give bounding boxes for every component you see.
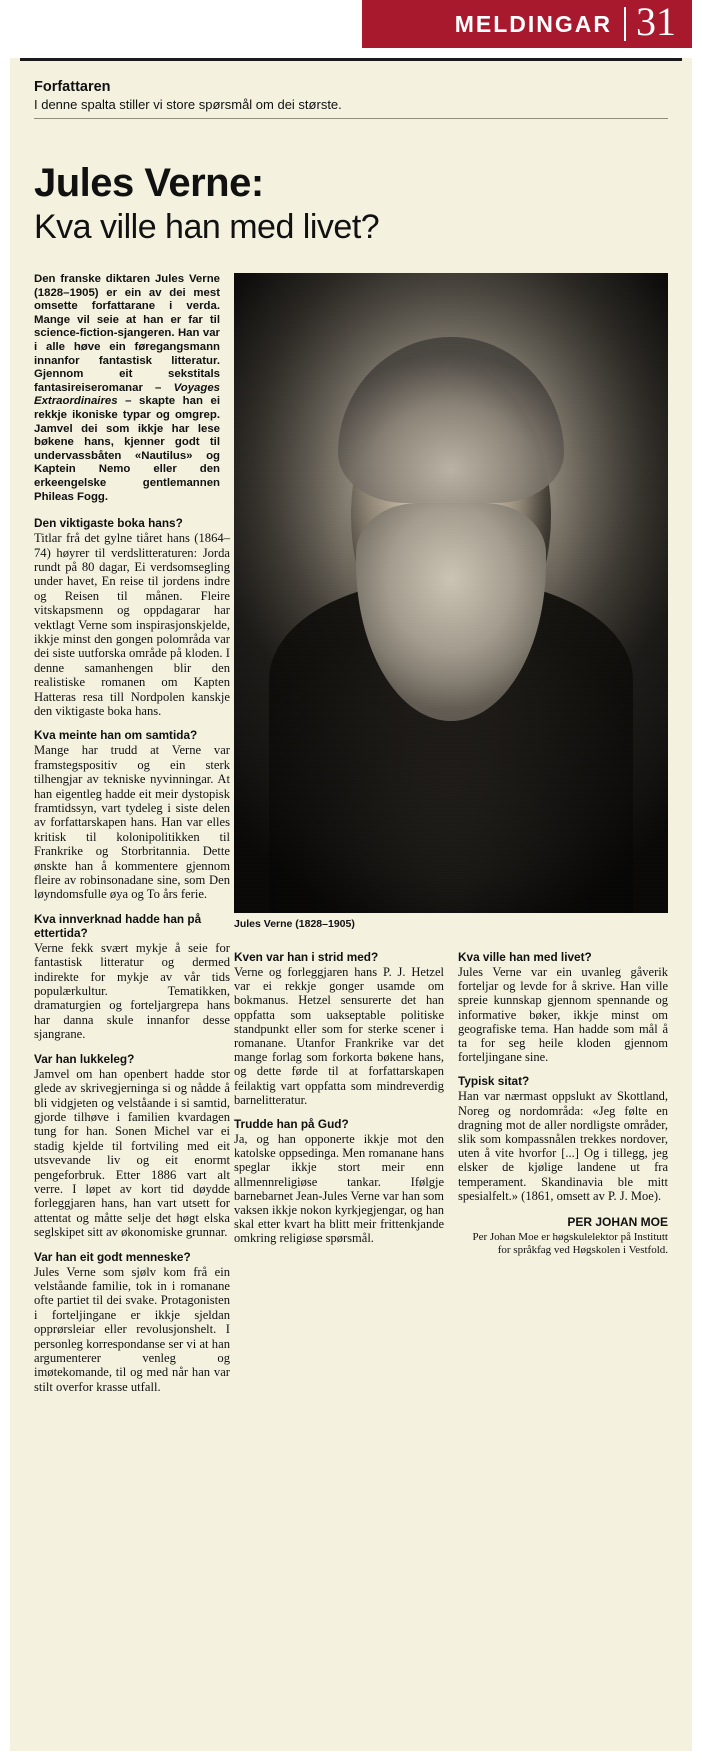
column-3 [458,940,668,1257]
section-heading-1: Kva meinte han om samtida? [34,728,198,743]
lead-part-2: – skapte han ei rekkje ikoniske typar og omgrep. Jamvel dei som ikkje har lese bøkene hans, kjenner godt til undervassbåten «Nautilus» og Kaptein Nemo eller den erkeengelske gentlemannen Phileas Fogg. [34,395,220,503]
left-column [34,273,230,1394]
section-heading-5: Kven var han i strid med? [234,950,379,964]
photo-caption: Jules Verne (1828–1905) [234,918,355,930]
headline-line-2: Kva ville han med livet? [34,208,380,246]
section-body-4: Jules Verne som sjølv kom frå ein velståande familie, tok in i romanane ofte partiet til dei svake. Protagonisten i forteljingane er ikkje sjeldan opprørsleiar eller revolusjonshelt. I personleg korrespondanse ser vi at han argumenterer venleg og imøtekomande, til og med når han var stilt overfor krasse utfall. [34,1264,230,1394]
lead-and-photo-row [34,273,668,1394]
byline-name: PER JOHAN MOE [567,1215,668,1230]
section-body-7: Jules Verne var ein uvanleg gåverik forteljar og levde for å skrive. Han ville spreie kunnskap gjennom spennande og informative bøker, ikkje minst om geografiske tema. Han hadde som mål å ta for seg heile kloden gjennom forteljingane sine. [458,965,668,1065]
section-body-3: Jamvel om han openbert hadde stor glede av skrivegjerninga si og nådde å bli vidgjeten og velståande i si samtid, gjorde tilhøve i familien kvardagen tung for han. Sonen Michel var ei stadig kjelde til fortviling med eit utsvevande liv og eit enormt pengeforbruk. Etter 1886 vart alt verre. I løpet av kort tid døydde forleggjaren hans, han vart utsett for attentat og måtte selje det høgt elska seglskipet sitt av økonomiske grunnar. [34,1066,230,1240]
masthead-divider [624,7,626,41]
section-title: MELDINGAR [454,10,612,37]
photo-grain [234,273,668,913]
portrait-photo [234,273,668,913]
kicker-subtitle: I denne spalta stiller vi store spørsmål om dei største. [34,97,342,112]
lead-italic-title: Voyages Extraordinaires [34,381,220,408]
section-body-1: Mange har trudd at Verne var framstegspositiv og ein sterk tilhengjar av tekniske nyvinningar. At han eigentleg hadde eit meir dystopisk framtidssyn, vart tydeleg i siste delen av forfattarskapen hans. Han var elles kritisk til kolonipolitikken til Frankrike og Storbritannia. Dette ønskte han å kommentere gjennom fleire av robinsonadane sine, som Den løyndomsfulle øya og To års ferie. [34,743,230,902]
section-body-2: Verne fekk svært mykje å seie for fantastisk litteratur og dermed indirekte for mykje av vår tids populærkultur. Tematikken, dramaturgien og forteljargrepa hans har danna skule innanfor desse sjangrane. [34,940,230,1042]
section-heading-6: Trudde han på Gud? [234,1117,349,1132]
kicker-title: Forfattaren [34,79,111,95]
section-heading-2: Kva innverknad hadde han på ettertida? [34,911,202,940]
byline-note: Per Johan Moe er høgskulelektor på Institutt for språkfag ved Høgskolen i Vestfold. [472,1231,668,1257]
left-column-sections [34,516,230,1394]
masthead-bar [362,0,692,48]
article-body [20,61,682,1751]
section-body-6: Ja, og han opponerte ikkje mot den katolske oppsedinga. Men romanane hans speglar ikkje stort meir enn allmennreligiøse tankar. Ifølgje barnebarnet Jean-Jules Verne var han som vaksen ikkje nokon kyrkjegjengar, og han skal etter kvart ha blitt meir frittenkjande omkring religiøse spørsmål. [234,1132,444,1246]
section-heading-7: Kva ville han med livet? [458,950,592,964]
page-number: 31 [636,0,676,44]
section-body-0: Titlar frå det gylne tiåret hans (1864–74) høyrer til verdslitteraturen: Jorda rundt på 80 dagar, Ei verdsomsegling under havet, En reise til jordens indre og Reisen til månen. Fleire vitskapsmenn og oppdagarar har vektlagt Verne som inspirasjonskjelde, ikkje minst den gongen polområda var dei siste uutforska område på kloden. I denne samanhengen blir den realistiske romanen om Kapten Hatteras resa till Nordpolen kanskje den viktigaste boka hans. [34,531,230,718]
lead-part-1: Den franske diktaren Jules Verne (1828–1905) er ein av dei mest omsette forfattarane i verda. Mange vil seie at han er far til science-fiction-sjangeren. Han var i alle høve ein føregangsmann innanfor fantastisk litteratur. Gjennom eit sekstitals fantasireiseromanar – [34,273,220,394]
section-heading-8: Typisk sitat? [458,1074,530,1089]
headline-line-1: Jules Verne: [34,161,264,205]
column-2 [234,940,444,1257]
lower-two-columns [234,940,668,1257]
section-body-8: Han var nærmast oppslukt av Skottland, Noreg og nordområda: «Jeg følte en dragning mot de aller nordligste områder, slik som kompassnålen trekkes nordover, uten å vite hvorfor [...] Og i tillegg, jeg elsker de kjølige landene ut fra temperament. Skandinavia ble mitt spesialfelt.» (1861, omsett av P. J. Moe). [458,1089,668,1203]
section-heading-0: Den viktigaste boka hans? [34,516,183,531]
section-heading-4: Var han eit godt menneske? [34,1249,191,1264]
masthead [10,0,692,58]
kicker-rule [34,118,668,119]
section-heading-3: Var han lukkeleg? [34,1051,135,1066]
photo-column [230,273,668,1394]
lead-paragraph [34,273,220,504]
section-body-5: Verne og forleggjaren hans P. J. Hetzel var ei rekkje gonger usamde om bokmanus. Hetzel sensurerte det han oppfatta som uakseptable politiske standpunkt eller som for sterke scener i romanane. Utanfor Frankrike var det mange forlag som forkorta bøkene hans, og dette førde til at forfattarskapen feilaktig vart oppfatta som mindreverdig barnelitteratur. [234,965,444,1107]
